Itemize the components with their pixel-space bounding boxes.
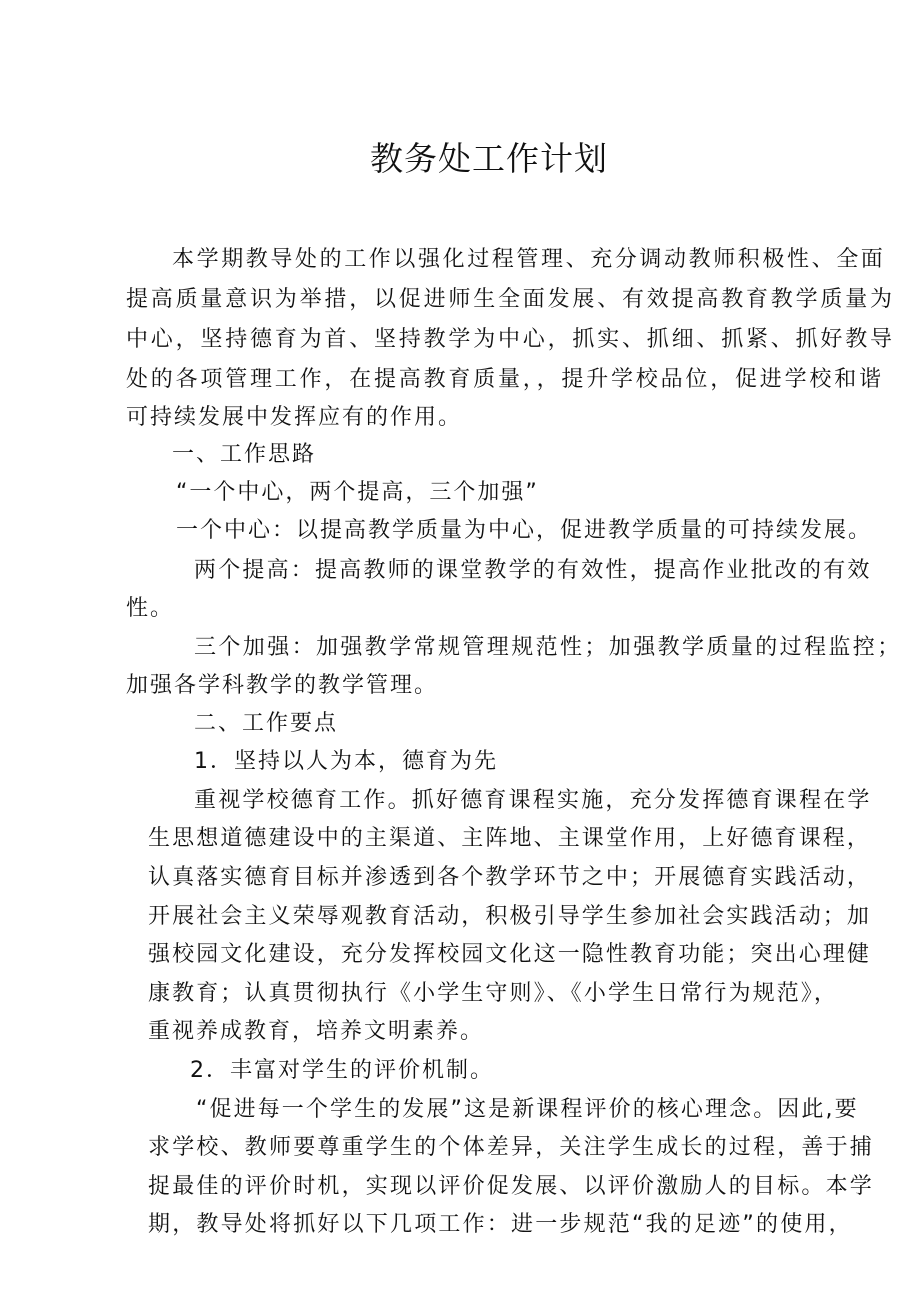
paragraph-line: 强校园文化建设，充分发挥校园文化这一隐性教育功能；突出心理健 (148, 942, 872, 967)
paragraph-line: 重视养成教育，培养文明素养。 (148, 1019, 485, 1044)
paragraph-line: 认真落实德育目标并渗透到各个教学环节之中；开展德育实践活动， (148, 865, 872, 890)
paragraph-line: 重视学校德育工作。抓好德育课程实施，充分发挥德育课程在学 (194, 788, 872, 813)
paragraph-line: 两个提高：提高教师的课堂教学的有效性，提高作业批改的有效 (194, 558, 872, 583)
paragraph-line: 一个中心：以提高教学质量为中心，促进教学质量的可持续发展。 (176, 518, 873, 543)
paragraph-line: 处的各项管理工作，在提高教育质量，，提升学校品位，促进学校和谐 (126, 367, 884, 392)
paragraph-line: 开展社会主义荣辱观教育活动，积极引导学生参加社会实践活动；加 (148, 904, 872, 929)
subsection-heading: 2．丰富对学生的评价机制。 (190, 1058, 494, 1083)
section-heading: 一、工作思路 (172, 442, 317, 467)
document-title: 教务处工作计划 (370, 139, 608, 178)
subsection-heading: 1．坚持以人为本，德育为先 (194, 749, 498, 774)
paragraph-line: 求学校、教师要尊重学生的个体差异，关注学生成长的过程，善于捕 (148, 1135, 875, 1160)
paragraph-line: 三个加强：加强教学常规管理规范性；加强教学质量的过程监控； (194, 635, 902, 660)
paragraph-line: 可持续发展中发挥应有的作用。 (126, 405, 463, 430)
paragraph-line: 捉最佳的评价时机，实现以评价促发展、以评价激励人的目标。本学 (148, 1174, 875, 1199)
paragraph-line: 中心，坚持德育为首、坚持教学为中心，抓实、抓细、抓紧、抓好教导 (126, 327, 895, 352)
paragraph-line: 康教育；认真贯彻执行《小学生守则》、《小学生日常行为规范》， (148, 981, 839, 1006)
paragraph-line: 加强各学科教学的教学管理。 (126, 673, 439, 698)
paragraph-line: 性。 (126, 596, 175, 621)
section-heading: 二、工作要点 (194, 711, 339, 736)
paragraph-line: 生思想道德建设中的主渠道、主阵地、主课堂作用，上好德育课程， (148, 826, 872, 851)
paragraph-line: “一个中心，两个提高，三个加强” (176, 480, 539, 505)
paragraph-line: 本学期教导处的工作以强化过程管理、充分调动教师积极性、全面 (172, 247, 886, 272)
paragraph-line: 提高质量意识为举措，以促进师生全面发展、有效提高教育教学质量为 (126, 287, 895, 312)
paragraph-line: 期，教导处将抓好以下几项工作：进一步规范“我的足迹”的使用， (148, 1212, 853, 1237)
paragraph-line: “促进每一个学生的发展”这是新课程评价的核心理念。因此,要 (196, 1097, 859, 1122)
